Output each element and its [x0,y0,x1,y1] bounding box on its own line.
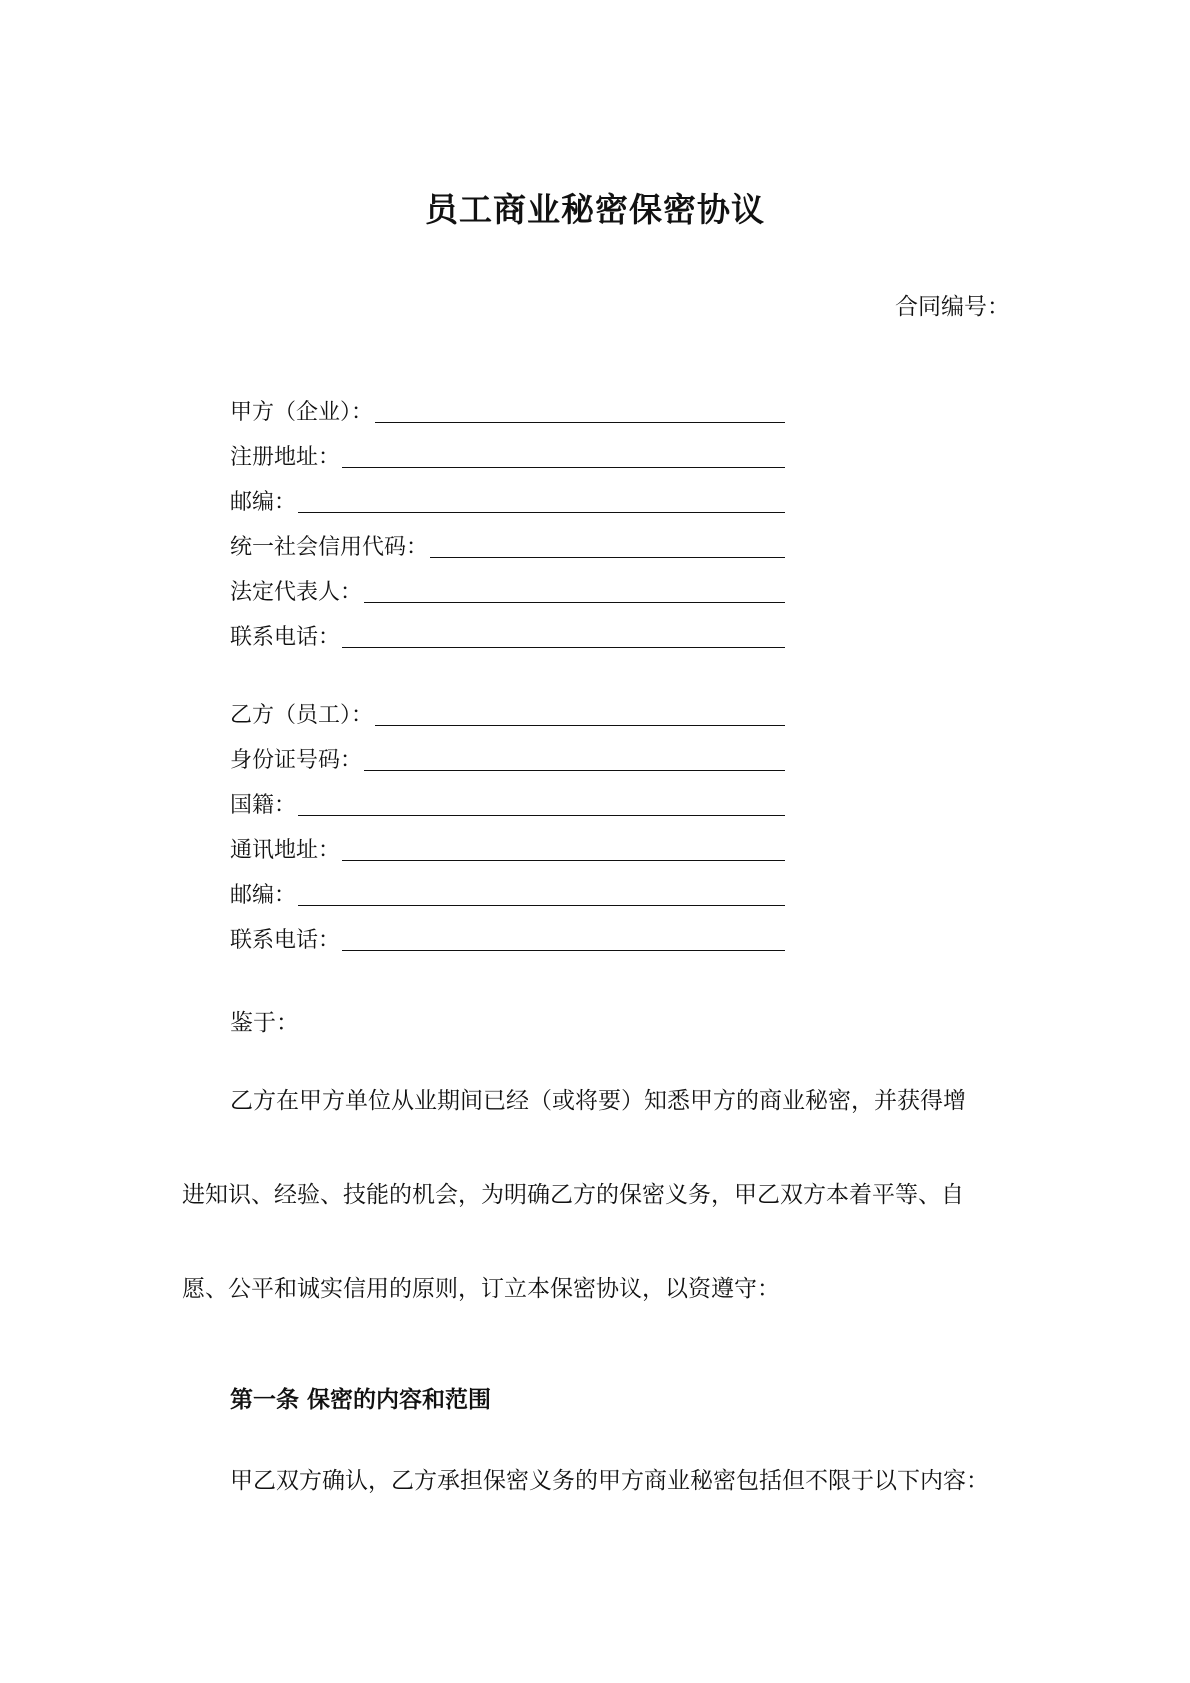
party-b-address-row [230,823,785,868]
party-b-nationality-label: 国籍： [230,793,297,818]
document-title: 员工商业秘密保密协议 [425,190,765,229]
party-b-id-number-blank [364,769,785,771]
article-1-heading: 第一条 保密的内容和范围 [230,1387,492,1413]
party-b-phone-row [230,913,785,958]
party-a-legal-rep-row [230,565,785,610]
party-b-id-number-label: 身份证号码： [230,748,363,773]
party-b-postcode-blank [298,904,785,906]
party-a-credit-code-row [230,520,785,565]
party-a-phone-blank [342,646,785,648]
party-b-name-blank [375,724,785,726]
party-a-address-label: 注册地址： [230,445,341,470]
party-a-address-blank [342,466,785,468]
party-a-name-label: 甲方（企业）： [230,400,374,425]
article-1-body: 甲乙双方确认，乙方承担保密义务的甲方商业秘密包括但不限于以下内容： [230,1468,989,1494]
preamble-line-2: 进知识、经验、技能的机会，为明确乙方的保密义务，甲乙双方本着平等、自 [182,1182,964,1208]
party-a-postcode-row [230,475,785,520]
preamble-line-3: 愿、公平和诚实信用的原则，订立本保密协议，以资遵守： [182,1276,780,1302]
party-b-id-number-row [230,733,785,778]
party-b-postcode-row [230,868,785,913]
party-a-address-row [230,430,785,475]
party-a-info [230,385,785,655]
party-b-phone-blank [342,949,785,951]
whereas-label: 鉴于： [230,1010,299,1036]
party-a-legal-rep-blank [364,601,785,603]
party-b-name-row [230,688,785,733]
party-a-phone-label: 联系电话： [230,625,341,650]
party-a-phone-row [230,610,785,655]
party-b-address-label: 通讯地址： [230,838,341,863]
party-a-name-row [230,385,785,430]
party-b-info [230,688,785,958]
party-b-nationality-row [230,778,785,823]
party-b-phone-label: 联系电话： [230,928,341,953]
party-a-postcode-label: 邮编： [230,490,297,515]
party-b-name-label: 乙方（员工）： [230,703,374,728]
party-a-name-blank [375,421,785,423]
party-a-legal-rep-label: 法定代表人： [230,580,363,605]
party-b-nationality-blank [298,814,785,816]
party-b-postcode-label: 邮编： [230,883,297,908]
preamble-line-1: 乙方在甲方单位从业期间已经（或将要）知悉甲方的商业秘密，并获得增 [230,1088,966,1114]
party-a-credit-code-label: 统一社会信用代码： [230,535,429,560]
party-a-credit-code-blank [430,556,785,558]
party-a-postcode-blank [298,511,785,513]
party-b-address-blank [342,859,785,861]
contract-number-label: 合同编号： [895,294,1010,320]
